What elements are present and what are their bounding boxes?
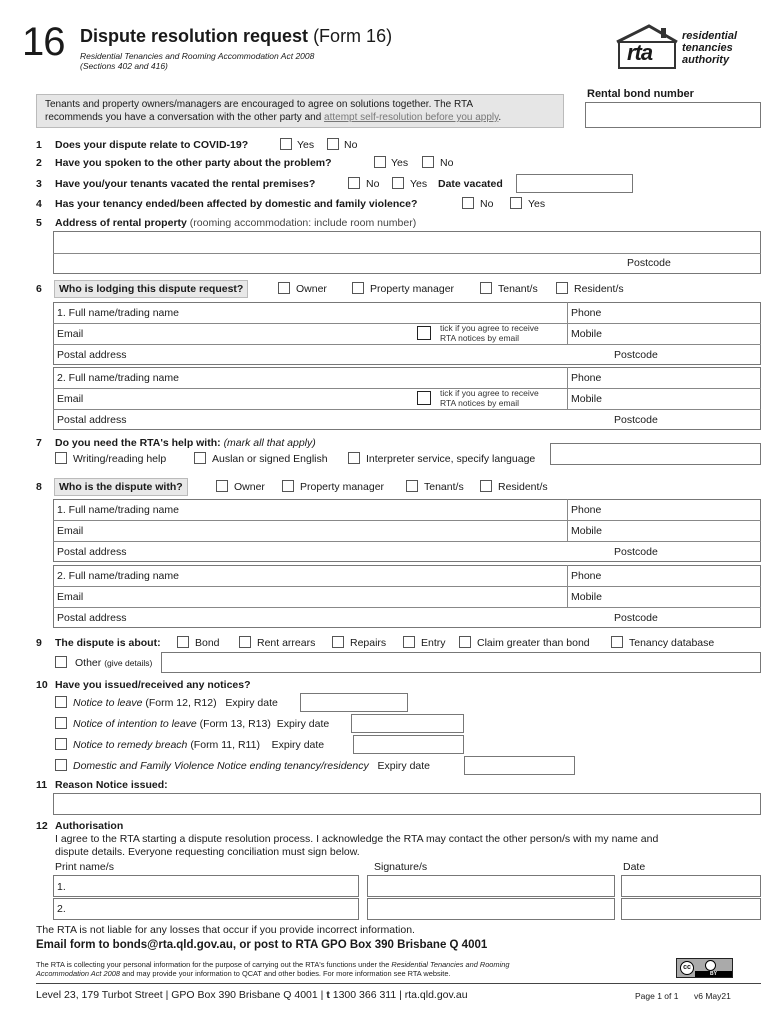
q6-p1-mobile[interactable]: Mobile [571, 328, 602, 340]
q8-resident-label: Resident/s [498, 481, 548, 493]
q6-p2-email[interactable]: Email [57, 393, 84, 405]
liability-note: The RTA is not liable for any losses that occur if you provide incorrect information. [36, 924, 415, 936]
q1-number: 1 [36, 139, 42, 151]
q3-no-checkbox[interactable] [348, 177, 360, 189]
q6-resident-label: Resident/s [574, 283, 624, 295]
q9-repairs-checkbox[interactable] [332, 636, 344, 648]
q6-tenant-label: Tenant/s [498, 283, 538, 295]
q9-rent-arrears-label: Rent arrears [257, 637, 316, 649]
q6-number: 6 [36, 283, 42, 295]
signature-1-input[interactable] [367, 875, 615, 897]
form-number: 16 [22, 20, 65, 64]
q2-text: Have you spoken to the other party about the problem? [55, 157, 332, 169]
q6-p2-consent-line2: RTA notices by email [440, 398, 520, 408]
q6-property-manager-checkbox[interactable] [352, 282, 364, 294]
q5-number: 5 [36, 217, 42, 229]
date-1-input[interactable] [621, 875, 761, 897]
q8-text: Who is the dispute with? [54, 478, 188, 496]
q11-text: Reason Notice issued: [55, 779, 168, 791]
row2-label: 2. [57, 903, 66, 915]
q6-p2-phone[interactable]: Phone [571, 372, 602, 384]
q9-tenancy-database-label: Tenancy database [629, 637, 715, 649]
q9-bond-label: Bond [195, 637, 220, 649]
q5-postcode-label: Postcode [627, 257, 671, 269]
bond-label: Rental bond number [587, 88, 694, 100]
act-name: Residential Tenancies and Rooming Accommodation Act 2008 [80, 51, 315, 61]
org-name-3: authority [682, 54, 730, 66]
q7-writing-checkbox[interactable] [55, 452, 67, 464]
q9-text: The dispute is about: [55, 637, 161, 649]
q3-date-label: Date vacated [438, 178, 503, 190]
q4-no-checkbox[interactable] [462, 197, 474, 209]
cc-by-text: BY [695, 971, 732, 977]
q6-p1-postal[interactable]: Postal address [57, 349, 127, 361]
q8-p2-name[interactable]: 2. Full name/trading name [57, 570, 179, 582]
q1-yes-label: Yes [297, 139, 315, 151]
q7-text: Do you need the RTA's help with: (mark all that apply) [55, 437, 316, 449]
q7-auslan-label: Auslan or signed English [212, 453, 328, 465]
reason-notice-input[interactable] [53, 793, 761, 815]
bond-number-input[interactable] [585, 102, 761, 128]
q6-p1-phone[interactable]: Phone [571, 307, 602, 319]
date-2-input[interactable] [621, 898, 761, 920]
q1-yes-checkbox[interactable] [280, 138, 292, 150]
q9-claim-checkbox[interactable] [459, 636, 471, 648]
q10-remedy-breach-checkbox[interactable] [55, 738, 67, 750]
q2-yes-label: Yes [391, 157, 409, 169]
q7-interpreter-checkbox[interactable] [348, 452, 360, 464]
page-title [80, 26, 392, 47]
q3-yes-label: Yes [410, 178, 428, 190]
q9-number: 9 [36, 637, 42, 649]
q6-p2-postal[interactable]: Postal address [57, 414, 127, 426]
q6-text: Who is lodging this dispute request? [54, 280, 248, 298]
q10-notice-to-leave-label: Notice to leave (Form 12, R12) Expiry date [73, 697, 278, 709]
q8-property-manager-label: Property manager [300, 481, 385, 493]
q3-text: Have you/your tenants vacated the rental premises? [55, 178, 316, 190]
q10-notice-to-leave-checkbox[interactable] [55, 696, 67, 708]
q4-yes-label: Yes [528, 198, 546, 210]
q6-p1-email[interactable]: Email [57, 328, 84, 340]
q10-intention-label: Notice of intention to leave (Form 13, R13) Expiry date [73, 718, 330, 730]
q6-tenant-checkbox[interactable] [480, 282, 492, 294]
q8-owner-label: Owner [234, 481, 265, 493]
q9-claim-label: Claim greater than bond [477, 637, 590, 649]
q8-tenant-label: Tenant/s [424, 481, 464, 493]
q2-yes-checkbox[interactable] [374, 156, 386, 168]
q1-no-checkbox[interactable] [327, 138, 339, 150]
intro-line2: recommends you have a conversation with the other party and attempt self-resolution before you apply. [45, 112, 502, 123]
q7-auslan-checkbox[interactable] [194, 452, 206, 464]
language-input[interactable] [550, 443, 761, 465]
q6-p1-name[interactable]: 1. Full name/trading name [57, 307, 179, 319]
q9-entry-checkbox[interactable] [403, 636, 415, 648]
q6-property-manager-label: Property manager [370, 283, 455, 295]
q7-number: 7 [36, 437, 42, 449]
q4-no-label: No [480, 198, 494, 210]
submission-instructions: Email form to bonds@rta.qld.gov.au, or post to RTA GPO Box 390 Brisbane Q 4001 [36, 939, 488, 951]
print-name-1-input[interactable] [53, 875, 359, 897]
q8-p1-postal[interactable]: Postal address [57, 546, 127, 558]
privacy-line2: Accommodation Act 2008 and may provide your information to QCAT and other bodies. For more information see RTA website. [36, 969, 451, 978]
q12-col-name: Print name/s [55, 861, 114, 873]
q8-p2-email[interactable]: Email [57, 591, 84, 603]
q2-no-checkbox[interactable] [422, 156, 434, 168]
cc-by-icon [676, 958, 733, 978]
q8-p1-phone[interactable]: Phone [571, 504, 602, 516]
q10-remedy-breach-label: Notice to remedy breach (Form 11, R11) Expiry date [73, 739, 325, 751]
q8-tenant-checkbox[interactable] [406, 480, 418, 492]
q6-owner-label: Owner [296, 283, 327, 295]
q9-rent-arrears-checkbox[interactable] [239, 636, 251, 648]
q3-number: 3 [36, 178, 42, 190]
q6-p2-name[interactable]: 2. Full name/trading name [57, 372, 179, 384]
q6-p1-email-consent-checkbox[interactable] [417, 326, 431, 340]
q12-number: 12 [36, 820, 48, 832]
q4-number: 4 [36, 198, 42, 210]
q2-no-label: No [440, 157, 454, 169]
q11-number: 11 [36, 779, 48, 791]
privacy-line1: The RTA is collecting your personal information for the purpose of carrying out the RTA's functions under the Residential Tenancies and Rooming [36, 960, 510, 969]
q2-number: 2 [36, 157, 42, 169]
q10-dfv-checkbox[interactable] [55, 759, 67, 771]
footer-divider [36, 983, 761, 984]
form-version: v6 May21 [694, 991, 731, 1001]
q6-p1-consent-line2: RTA notices by email [440, 333, 520, 343]
print-name-2-input[interactable] [53, 898, 359, 920]
q12-line2: dispute details. Everyone requesting conciliation must sign below. [55, 846, 360, 858]
q8-p2-phone[interactable]: Phone [571, 570, 602, 582]
q6-p1-postcode: Postcode [614, 349, 658, 361]
page-number: Page 1 of 1 [635, 991, 679, 1001]
org-name-2: tenancies [682, 42, 733, 54]
title-main: Dispute resolution request [80, 26, 309, 46]
q8-p1-postcode: Postcode [614, 546, 658, 558]
q6-owner-checkbox[interactable] [278, 282, 290, 294]
q8-owner-checkbox[interactable] [216, 480, 228, 492]
footer-address: Level 23, 179 Turbot Street | GPO Box 390 Brisbane Q 4001 | t 1300 366 311 | rta.qld.gov.au [36, 989, 468, 1001]
q9-other-label: Other (give details) [75, 657, 153, 669]
q8-p1-email[interactable]: Email [57, 525, 84, 537]
person-icon [705, 960, 716, 971]
q4-yes-checkbox[interactable] [510, 197, 522, 209]
other-details-input[interactable] [161, 652, 761, 673]
signature-2-input[interactable] [367, 898, 615, 920]
q3-no-label: No [366, 178, 380, 190]
q1-no-label: No [344, 139, 358, 151]
q10-number: 10 [36, 679, 48, 691]
q5-text: Address of rental property (rooming accommodation: include room number) [55, 217, 417, 229]
intro-banner [36, 94, 564, 128]
q8-resident-checkbox[interactable] [480, 480, 492, 492]
q8-p2-postal[interactable]: Postal address [57, 612, 127, 624]
org-name-1: residential [682, 30, 738, 42]
intention-expiry-input[interactable] [351, 714, 464, 733]
q10-text: Have you issued/received any notices? [55, 679, 251, 691]
remedy-breach-expiry-input[interactable] [353, 735, 464, 754]
q8-p1-mobile[interactable]: Mobile [571, 525, 602, 537]
q6-resident-checkbox[interactable] [556, 282, 568, 294]
q7-interpreter-label: Interpreter service, specify language [366, 453, 536, 465]
rta-logo [615, 22, 755, 72]
q6-p2-mobile[interactable]: Mobile [571, 393, 602, 405]
q8-p1-name[interactable]: 1. Full name/trading name [57, 504, 179, 516]
q9-other-checkbox[interactable] [55, 656, 67, 668]
q4-text: Has your tenancy ended/been affected by domestic and family violence? [55, 198, 418, 210]
q9-bond-checkbox[interactable] [177, 636, 189, 648]
q8-number: 8 [36, 481, 42, 493]
q8-property-manager-checkbox[interactable] [282, 480, 294, 492]
act-sections: (Sections 402 and 416) [80, 61, 168, 71]
q12-text: Authorisation [55, 820, 124, 832]
q12-col-date: Date [623, 861, 646, 873]
q9-repairs-label: Repairs [350, 637, 387, 649]
q10-dfv-label: Domestic and Family Violence Notice ending tenancy/residency Expiry date [73, 760, 431, 772]
q1-text: Does your dispute relate to COVID-19? [55, 139, 249, 151]
q7-writing-label: Writing/reading help [73, 453, 167, 465]
notice-to-leave-expiry-input[interactable] [300, 693, 408, 712]
q12-line1: I agree to the RTA starting a dispute resolution process. I acknowledge the RTA may contact the other person/s with my name and [55, 833, 659, 845]
intro-line1: Tenants and property owners/managers are encouraged to agree on solutions together. The RTA [45, 99, 474, 110]
cc-text: cc [680, 961, 694, 975]
date-vacated-input[interactable] [516, 174, 633, 193]
q12-col-signature: Signature/s [374, 861, 428, 873]
q10-intention-checkbox[interactable] [55, 717, 67, 729]
q6-p1-consent-line1: tick if you agree to receive [440, 323, 539, 333]
q9-entry-label: Entry [421, 637, 446, 649]
q8-p2-postcode: Postcode [614, 612, 658, 624]
row1-label: 1. [57, 881, 66, 893]
q6-p2-email-consent-checkbox[interactable] [417, 391, 431, 405]
q6-p2-consent-line1: tick if you agree to receive [440, 388, 539, 398]
title-suffix: (Form 16) [313, 26, 393, 46]
q8-p2-mobile[interactable]: Mobile [571, 591, 602, 603]
self-resolution-link[interactable]: attempt self-resolution before you apply [324, 112, 499, 123]
q9-tenancy-database-checkbox[interactable] [611, 636, 623, 648]
q3-yes-checkbox[interactable] [392, 177, 404, 189]
dfv-expiry-input[interactable] [464, 756, 575, 775]
q6-p2-postcode: Postcode [614, 414, 658, 426]
logo-text: rta [627, 40, 653, 65]
